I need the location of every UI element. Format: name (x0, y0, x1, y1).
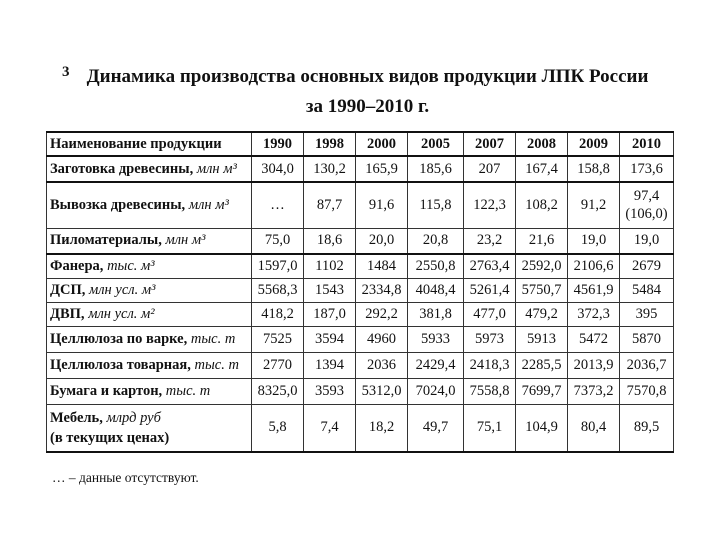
value-cell: 115,8 (408, 182, 464, 228)
row-label (47, 378, 252, 404)
row-label (47, 278, 252, 302)
column-header-year: 2000 (356, 132, 408, 156)
column-header-year: 2007 (464, 132, 516, 156)
table-row (47, 228, 674, 254)
row-label (47, 182, 252, 228)
value-cell: 479,2 (516, 302, 568, 326)
column-header-year: 1998 (304, 132, 356, 156)
value-cell: 304,0 (252, 156, 304, 182)
value-cell: 2592,0 (516, 254, 568, 278)
title-line-2: за 1990–2010 г. (305, 96, 430, 117)
value-cell: 4561,9 (568, 278, 620, 302)
value-cell: 18,6 (304, 228, 356, 254)
column-header-name: Наименование продукции (47, 132, 252, 156)
table-row (47, 278, 674, 302)
value-cell: 167,4 (516, 156, 568, 182)
row-label (47, 404, 252, 452)
value-cell: 2550,8 (408, 254, 464, 278)
value-cell: 5484 (620, 278, 674, 302)
product-unit: млн усл. м² (88, 305, 155, 322)
product-unit: тыс. т (194, 356, 239, 373)
value-cell: 3594 (304, 326, 356, 352)
value-cell: 8325,0 (252, 378, 304, 404)
value-cell: 5312,0 (356, 378, 408, 404)
table-row (47, 352, 674, 378)
table-row (47, 254, 674, 278)
title-line-1: Динамика производства основных видов продукции ЛПК России (86, 66, 649, 87)
value-cell: 1394 (304, 352, 356, 378)
row-label (47, 352, 252, 378)
value-cell: 23,2 (464, 228, 516, 254)
value-cell: 165,9 (356, 156, 408, 182)
value-cell: 7570,8 (620, 378, 674, 404)
value-cell: 207 (464, 156, 516, 182)
production-table (46, 131, 674, 453)
value-cell: 2036 (356, 352, 408, 378)
product-name: ДВП, (50, 305, 85, 322)
value-cell: 1484 (356, 254, 408, 278)
value-cell: 5,8 (252, 404, 304, 452)
value-cell: 395 (620, 302, 674, 326)
value-cell: 3593 (304, 378, 356, 404)
product-name: Целлюлоза товарная, (50, 356, 191, 373)
value-cell: 1597,0 (252, 254, 304, 278)
product-name-note: (в текущих ценах) (50, 429, 170, 446)
value-cell: 91,6 (356, 182, 408, 228)
value-cell: 418,2 (252, 302, 304, 326)
product-unit: млн м³ (165, 232, 206, 249)
value-cell: 5913 (516, 326, 568, 352)
table-row (47, 182, 674, 228)
table-row (47, 156, 674, 182)
column-header-year: 2009 (568, 132, 620, 156)
row-label (47, 228, 252, 254)
column-header-year: 2005 (408, 132, 464, 156)
value-cell: 7373,2 (568, 378, 620, 404)
value-cell: 477,0 (464, 302, 516, 326)
value-cell: 7525 (252, 326, 304, 352)
value-cell: 80,4 (568, 404, 620, 452)
product-unit: тыс. м³ (107, 257, 155, 274)
value-cell: 2770 (252, 352, 304, 378)
value-cell: 5973 (464, 326, 516, 352)
value-cell: 7558,8 (464, 378, 516, 404)
value-cell: 292,2 (356, 302, 408, 326)
product-name: Мебель, (50, 409, 103, 426)
value-cell: 122,3 (464, 182, 516, 228)
product-name: Вывозка древесины, (50, 196, 186, 213)
product-unit: млн м³ (196, 160, 237, 177)
value-cell: 2763,4 (464, 254, 516, 278)
value-cell: 2013,9 (568, 352, 620, 378)
value-cell: 20,8 (408, 228, 464, 254)
value-cell: 372,3 (568, 302, 620, 326)
value-cell: 187,0 (304, 302, 356, 326)
value-cell: 2429,4 (408, 352, 464, 378)
table-row (47, 302, 674, 326)
value-cell: 97,4 (106,0) (620, 182, 674, 228)
column-header-year: 2008 (516, 132, 568, 156)
value-cell: 2418,3 (464, 352, 516, 378)
value-cell: 5568,3 (252, 278, 304, 302)
product-name: Бумага и картон, (50, 382, 163, 399)
value-cell: 2106,6 (568, 254, 620, 278)
product-unit: млрд руб (106, 409, 161, 426)
product-name: Заготовка древесины, (50, 160, 194, 177)
value-cell: 91,2 (568, 182, 620, 228)
value-cell: 7,4 (304, 404, 356, 452)
value-cell: 1102 (304, 254, 356, 278)
value-cell: 89,5 (620, 404, 674, 452)
value-cell: 5261,4 (464, 278, 516, 302)
value-cell: 18,2 (356, 404, 408, 452)
row-label (47, 156, 252, 182)
value-cell: 381,8 (408, 302, 464, 326)
value-cell: 104,9 (516, 404, 568, 452)
value-cell: 20,0 (356, 228, 408, 254)
value-cell: 108,2 (516, 182, 568, 228)
value-cell: 2036,7 (620, 352, 674, 378)
row-label (47, 302, 252, 326)
value-cell: 2334,8 (356, 278, 408, 302)
value-cell: 75,1 (464, 404, 516, 452)
value-cell: 5750,7 (516, 278, 568, 302)
product-name: Целлюлоза по варке, (50, 330, 188, 347)
value-cell: 158,8 (568, 156, 620, 182)
value-cell: 75,0 (252, 228, 304, 254)
value-cell: 49,7 (408, 404, 464, 452)
value-cell: 5870 (620, 326, 674, 352)
value-cell: 173,6 (620, 156, 674, 182)
product-unit: млн усл. м³ (88, 281, 156, 298)
value-cell: 4048,4 (408, 278, 464, 302)
product-name: Фанера, (50, 257, 104, 274)
value-cell: 5472 (568, 326, 620, 352)
value-cell: 2285,5 (516, 352, 568, 378)
page-title (80, 62, 655, 122)
value-cell: 4960 (356, 326, 408, 352)
row-label (47, 254, 252, 278)
value-cell: 7024,0 (408, 378, 464, 404)
product-name: ДСП, (50, 281, 86, 298)
value-cell: 7699,7 (516, 378, 568, 404)
value-cell: 87,7 (304, 182, 356, 228)
product-name: Пиломатериалы, (50, 232, 162, 249)
value-cell: 21,6 (516, 228, 568, 254)
table-row (47, 326, 674, 352)
value-cell: 130,2 (304, 156, 356, 182)
product-unit: тыс. т (165, 382, 211, 399)
value-cell: 185,6 (408, 156, 464, 182)
slide-number: 3 (62, 64, 70, 80)
value-cell: 19,0 (620, 228, 674, 254)
product-unit: тыс. т (190, 330, 236, 347)
value-cell: 5933 (408, 326, 464, 352)
value-cell: 19,0 (568, 228, 620, 254)
footnote: … – данные отсутствуют. (52, 470, 199, 485)
value-cell: … (252, 182, 304, 228)
table-row (47, 404, 674, 452)
value-cell: 1543 (304, 278, 356, 302)
table-row (47, 378, 674, 404)
table-header-row (47, 132, 674, 156)
value-cell: 2679 (620, 254, 674, 278)
product-unit: млн м³ (188, 196, 229, 213)
row-label (47, 326, 252, 352)
column-header-year: 2010 (620, 132, 674, 156)
column-header-year: 1990 (252, 132, 304, 156)
